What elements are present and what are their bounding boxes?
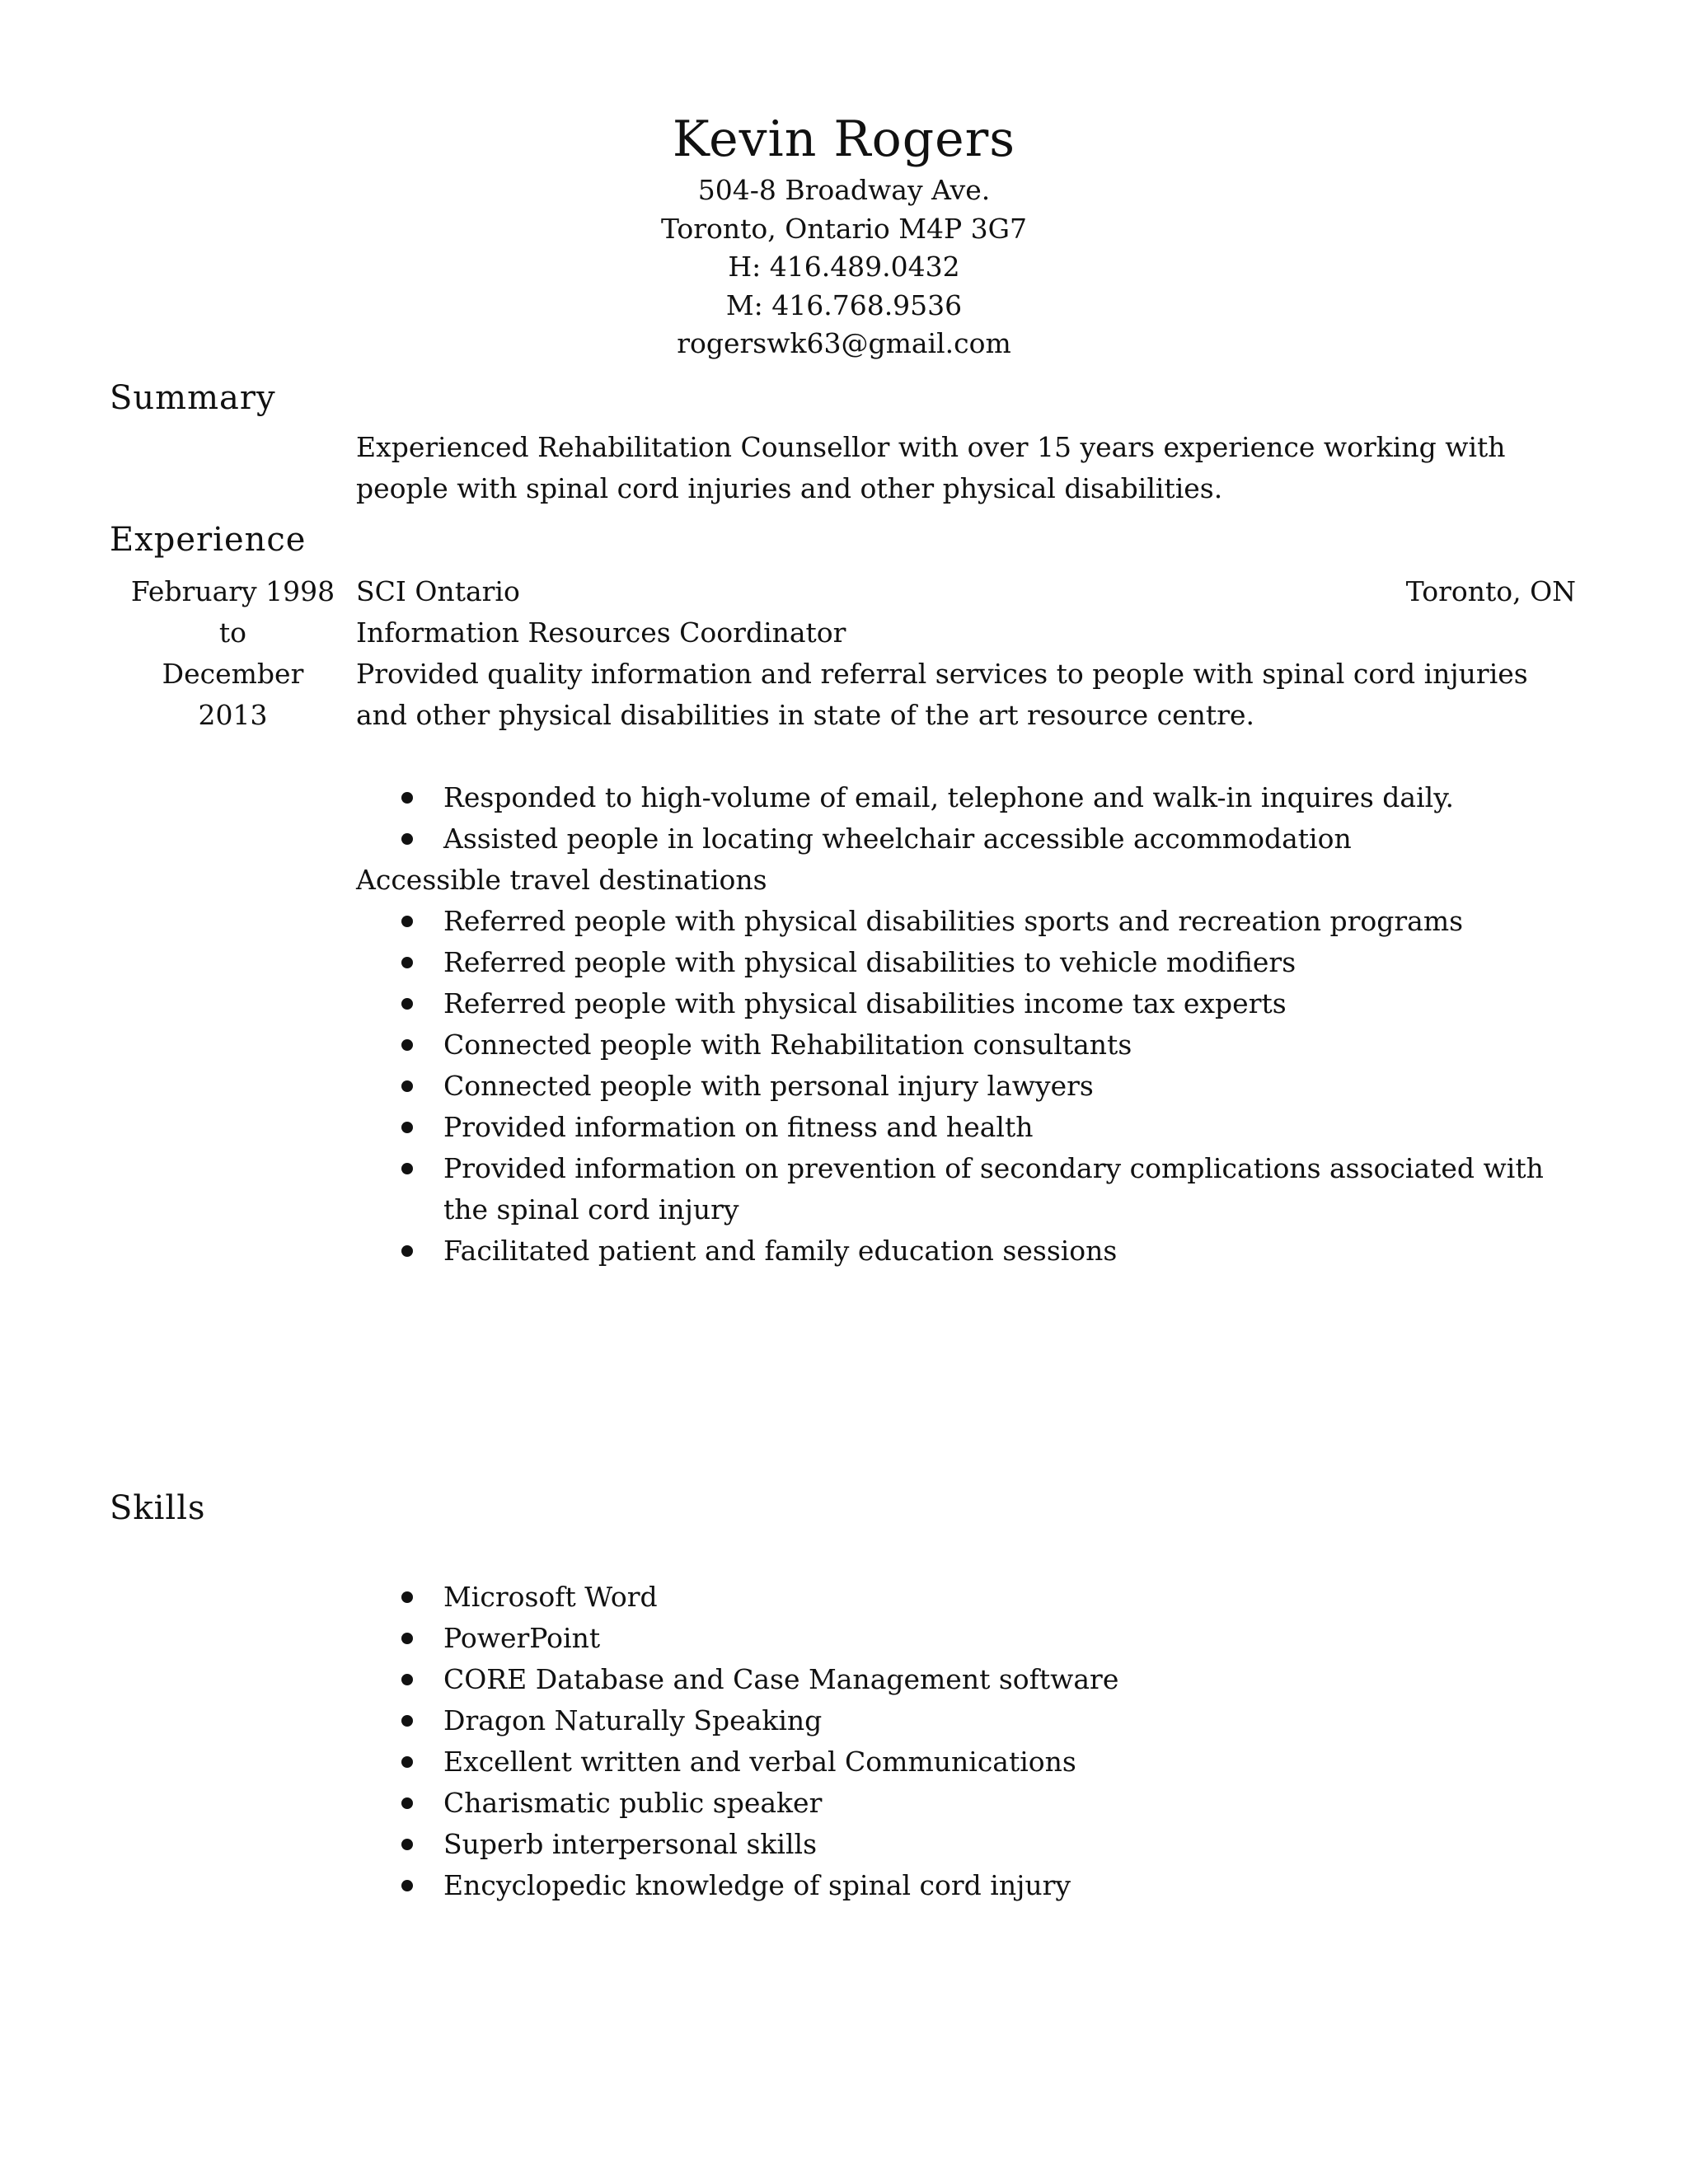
list-item: Referred people with physical disabilities sports and recreation programs bbox=[356, 901, 1576, 942]
job-date-end: December 2013 bbox=[162, 658, 304, 731]
list-item: Assisted people in locating wheelchair accessible accommodation bbox=[356, 818, 1576, 860]
experience-heading: Experience bbox=[110, 521, 307, 559]
candidate-name: Kevin Rogers bbox=[672, 110, 1016, 168]
list-item: Dragon Naturally Speaking bbox=[356, 1700, 1576, 1741]
list-item: Encyclopedic knowledge of spinal cord injury bbox=[356, 1865, 1576, 1906]
list-item: Excellent written and verbal Communications bbox=[356, 1741, 1576, 1783]
bullet-icon bbox=[401, 1122, 413, 1133]
bullet-icon bbox=[401, 1245, 413, 1257]
bullet-icon bbox=[401, 916, 413, 927]
bullet-icon bbox=[401, 957, 413, 968]
job-dates bbox=[124, 571, 342, 736]
bullet-icon bbox=[401, 1797, 413, 1809]
bullet-icon bbox=[401, 792, 413, 804]
list-item: Facilitated patient and family education sessions bbox=[356, 1230, 1576, 1272]
list-item: Microsoft Word bbox=[356, 1577, 1576, 1618]
list-item: Charismatic public speaker bbox=[356, 1783, 1576, 1824]
job-date-start: February 1998 bbox=[130, 575, 335, 607]
spacer bbox=[356, 736, 1576, 777]
bullet-icon bbox=[401, 1080, 413, 1092]
list-item: Connected people with Rehabilitation consultants bbox=[356, 1024, 1576, 1066]
mobile-phone: M: 416.768.9536 bbox=[725, 288, 963, 321]
bullet-icon bbox=[401, 1633, 413, 1644]
list-item: Referred people with physical disabilities to vehicle modifiers bbox=[356, 942, 1576, 983]
bullet-icon bbox=[401, 1039, 413, 1051]
job-title: Information Resources Coordinator bbox=[356, 616, 846, 649]
list-item: Responded to high-volume of email, telephone and walk-in inquires daily. bbox=[356, 777, 1576, 818]
job-bullet-list-a bbox=[356, 777, 1576, 860]
list-item: Provided information on prevention of secondary complications associated with the spinal cord injury bbox=[356, 1148, 1576, 1230]
job-date-separator: to bbox=[218, 616, 247, 649]
skills-list bbox=[356, 1577, 1576, 1906]
job-description: Provided quality information and referral services to people with spinal cord injuries and other physical disabilities in state of the art resource centre. bbox=[356, 658, 1528, 731]
job-plain-line: Accessible travel destinations bbox=[356, 864, 767, 896]
address-line-2: Toronto, Ontario M4P 3G7 bbox=[660, 212, 1028, 245]
bullet-icon bbox=[401, 998, 413, 1010]
email: rogerswk63@gmail.com bbox=[677, 327, 1011, 359]
bullet-icon bbox=[401, 1591, 413, 1603]
job-entry bbox=[356, 571, 1576, 1272]
resume-header bbox=[0, 107, 1688, 363]
bullet-icon bbox=[401, 1163, 413, 1174]
skills-section bbox=[356, 1577, 1576, 1906]
summary-heading: Summary bbox=[110, 379, 276, 417]
job-location: Toronto, ON bbox=[1405, 575, 1576, 607]
job-employer-row bbox=[356, 571, 1576, 612]
job-bullet-list-b bbox=[356, 901, 1576, 1272]
list-item: Provided information on fitness and health bbox=[356, 1107, 1576, 1148]
address-line-1: 504-8 Broadway Ave. bbox=[697, 174, 991, 206]
bullet-icon bbox=[401, 1715, 413, 1727]
bullet-icon bbox=[401, 1880, 413, 1891]
bullet-icon bbox=[401, 1674, 413, 1685]
list-item: PowerPoint bbox=[356, 1618, 1576, 1659]
home-phone: H: 416.489.0432 bbox=[728, 251, 960, 283]
list-item: Referred people with physical disabilities income tax experts bbox=[356, 983, 1576, 1024]
list-item: Superb interpersonal skills bbox=[356, 1824, 1576, 1865]
skills-heading: Skills bbox=[110, 1489, 206, 1527]
summary-text: Experienced Rehabilitation Counsellor with over 15 years experience working with people with spinal cord injuries and other physical disabilities. bbox=[356, 431, 1506, 504]
list-item: Connected people with personal injury lawyers bbox=[356, 1066, 1576, 1107]
job-employer: SCI Ontario bbox=[356, 575, 520, 607]
bullet-icon bbox=[401, 833, 413, 845]
bullet-icon bbox=[401, 1756, 413, 1768]
bullet-icon bbox=[401, 1839, 413, 1850]
list-item: CORE Database and Case Management software bbox=[356, 1659, 1576, 1700]
